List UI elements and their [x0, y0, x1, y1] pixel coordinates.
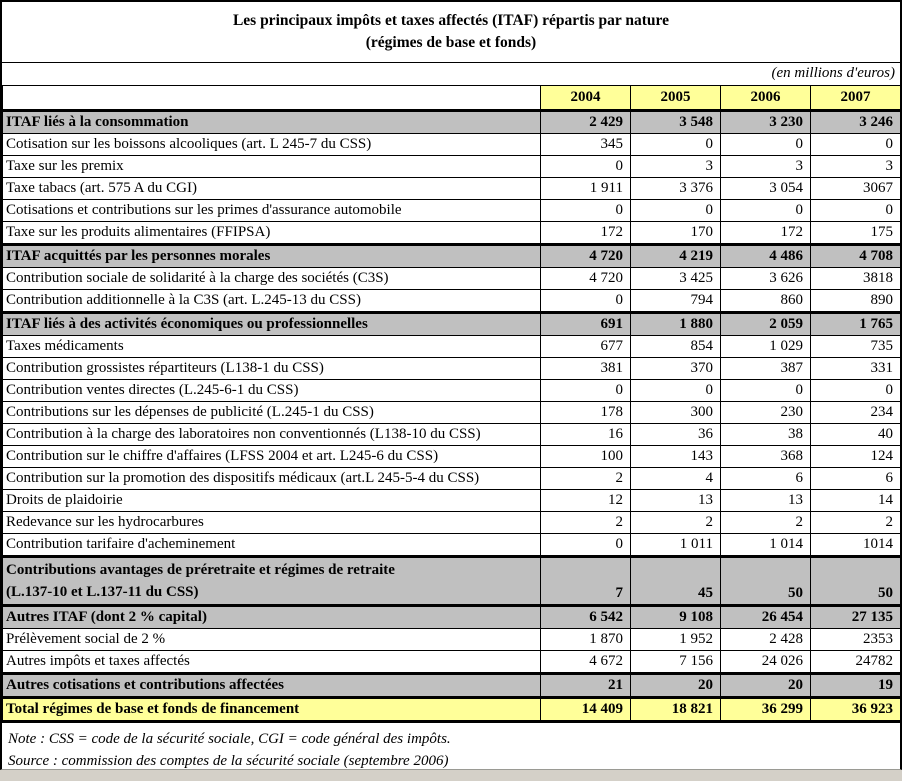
- unit-note: (en millions d'euros): [771, 65, 895, 81]
- row-label: Contribution grossistes répartiteurs (L138-1 du CSS): [3, 358, 541, 380]
- value-cell: 3067: [811, 178, 901, 200]
- value-cell: 794: [631, 290, 721, 313]
- row-label: Cotisation sur les boissons alcooliques (art. L 245-7 du CSS): [3, 134, 541, 156]
- value-cell: 4 720: [541, 245, 631, 268]
- value-cell: 1 911: [541, 178, 631, 200]
- row-label: Contribution sur la promotion des dispositifs médicaux (art.L 245-5-4 du CSS): [3, 468, 541, 490]
- value-cell: 2: [811, 512, 901, 534]
- document-title-line2: (régimes de base et fonds): [365, 34, 537, 51]
- value-cell: 6: [721, 468, 811, 490]
- value-cell: 0: [631, 200, 721, 222]
- value-cell: 14 409: [541, 698, 631, 722]
- value-cell: 3 246: [811, 111, 901, 134]
- year-column-header: 2007: [811, 86, 901, 111]
- value-cell: 7 156: [631, 651, 721, 674]
- row-label: Autres impôts et taxes affectés: [3, 651, 541, 674]
- value-cell: 36: [631, 424, 721, 446]
- value-cell: 0: [541, 156, 631, 178]
- corner-cell: [3, 86, 541, 111]
- year-header-row: [3, 86, 901, 111]
- value-cell: 2: [541, 468, 631, 490]
- value-cell: 50: [721, 557, 811, 606]
- table-row: [3, 268, 901, 290]
- row-label: Taxe tabacs (art. 575 A du CGI): [3, 178, 541, 200]
- value-cell: 1014: [811, 534, 901, 557]
- row-label: Taxes médicaments: [3, 336, 541, 358]
- value-cell: 143: [631, 446, 721, 468]
- value-cell: 1 765: [811, 313, 901, 336]
- value-cell: 1 011: [631, 534, 721, 557]
- table-row: [3, 651, 901, 674]
- row-label: Autres cotisations et contributions affectées: [3, 674, 541, 698]
- value-cell: 345: [541, 134, 631, 156]
- value-cell: 45: [631, 557, 721, 606]
- year-column-header: 2006: [721, 86, 811, 111]
- value-cell: 16: [541, 424, 631, 446]
- value-cell: 1 014: [721, 534, 811, 557]
- value-cell: 677: [541, 336, 631, 358]
- value-cell: 0: [721, 200, 811, 222]
- value-cell: 0: [721, 380, 811, 402]
- value-cell: 0: [541, 200, 631, 222]
- value-cell: 170: [631, 222, 721, 245]
- value-cell: 3818: [811, 268, 901, 290]
- row-label: Cotisations et contributions sur les primes d'assurance automobile: [3, 200, 541, 222]
- main-table: [2, 85, 901, 723]
- value-cell: 21: [541, 674, 631, 698]
- value-cell: 18 821: [631, 698, 721, 722]
- value-cell: 3: [811, 156, 901, 178]
- value-cell: 0: [541, 380, 631, 402]
- row-label: Contribution tarifaire d'acheminement: [3, 534, 541, 557]
- table-row: [3, 178, 901, 200]
- value-cell: 9 108: [631, 606, 721, 629]
- table-row: [3, 424, 901, 446]
- value-cell: 3 054: [721, 178, 811, 200]
- section-row: [3, 557, 901, 606]
- value-cell: 13: [721, 490, 811, 512]
- value-cell: 368: [721, 446, 811, 468]
- value-cell: 854: [631, 336, 721, 358]
- value-cell: 20: [631, 674, 721, 698]
- section-row: [3, 606, 901, 629]
- row-label: Taxe sur les premix: [3, 156, 541, 178]
- value-cell: 3 230: [721, 111, 811, 134]
- value-cell: 381: [541, 358, 631, 380]
- value-cell: 1 952: [631, 629, 721, 651]
- value-cell: 735: [811, 336, 901, 358]
- table-row: [3, 468, 901, 490]
- value-cell: 4 720: [541, 268, 631, 290]
- value-cell: 100: [541, 446, 631, 468]
- table-row: [3, 446, 901, 468]
- section-row: [3, 111, 901, 134]
- table-row: [3, 534, 901, 557]
- value-cell: 4 486: [721, 245, 811, 268]
- table-row: [3, 402, 901, 424]
- row-label: Contribution additionnelle à la C3S (art. L.245-13 du CSS): [3, 290, 541, 313]
- table-row: [3, 134, 901, 156]
- value-cell: 14: [811, 490, 901, 512]
- table-row: [3, 490, 901, 512]
- value-cell: 370: [631, 358, 721, 380]
- value-cell: 387: [721, 358, 811, 380]
- value-cell: 3 376: [631, 178, 721, 200]
- value-cell: 4 672: [541, 651, 631, 674]
- row-label: Contribution à la charge des laboratoires non conventionnés (L138-10 du CSS): [3, 424, 541, 446]
- value-cell: 175: [811, 222, 901, 245]
- source-line: Source : commission des comptes de la sécurité sociale (septembre 2006): [8, 753, 449, 769]
- row-label: Contributions avantages de préretraite et régimes de retraite (L.137-10 et L.137-11 du CSS): [3, 557, 541, 606]
- value-cell: 19: [811, 674, 901, 698]
- value-cell: 300: [631, 402, 721, 424]
- value-cell: 234: [811, 402, 901, 424]
- value-cell: 2: [541, 512, 631, 534]
- value-cell: 0: [721, 134, 811, 156]
- row-label: Redevance sur les hydrocarbures: [3, 512, 541, 534]
- value-cell: 2 429: [541, 111, 631, 134]
- window-background-strip: [0, 770, 902, 781]
- value-cell: 36 299: [721, 698, 811, 722]
- value-cell: 26 454: [721, 606, 811, 629]
- value-cell: 331: [811, 358, 901, 380]
- value-cell: 3 548: [631, 111, 721, 134]
- value-cell: 1 029: [721, 336, 811, 358]
- value-cell: 0: [811, 134, 901, 156]
- value-cell: 3 626: [721, 268, 811, 290]
- value-cell: 6 542: [541, 606, 631, 629]
- value-cell: 3 425: [631, 268, 721, 290]
- table-row: [3, 156, 901, 178]
- value-cell: 36 923: [811, 698, 901, 722]
- value-cell: 20: [721, 674, 811, 698]
- title-block: [2, 2, 900, 63]
- value-cell: 860: [721, 290, 811, 313]
- table-row: [3, 512, 901, 534]
- section-row: [3, 674, 901, 698]
- value-cell: 3: [721, 156, 811, 178]
- row-label: Droits de plaidoirie: [3, 490, 541, 512]
- value-cell: 172: [541, 222, 631, 245]
- value-cell: 0: [811, 200, 901, 222]
- row-label: Taxe sur les produits alimentaires (FFIPSA): [3, 222, 541, 245]
- table-row: [3, 629, 901, 651]
- value-cell: 2: [721, 512, 811, 534]
- row-label: Contribution ventes directes (L.245-6-1 du CSS): [3, 380, 541, 402]
- value-cell: 3: [631, 156, 721, 178]
- total-row: [3, 698, 901, 722]
- value-cell: 2 428: [721, 629, 811, 651]
- year-column-header: 2004: [541, 86, 631, 111]
- value-cell: 230: [721, 402, 811, 424]
- value-cell: 124: [811, 446, 901, 468]
- value-cell: 2 059: [721, 313, 811, 336]
- value-cell: 6: [811, 468, 901, 490]
- row-label: Contribution sociale de solidarité à la charge des sociétés (C3S): [3, 268, 541, 290]
- row-label: Contributions sur les dépenses de publicité (L.245-1 du CSS): [3, 402, 541, 424]
- row-label: ITAF liés à des activités économiques ou professionnelles: [3, 313, 541, 336]
- row-label: ITAF liés à la consommation: [3, 111, 541, 134]
- table-row: [3, 222, 901, 245]
- value-cell: 691: [541, 313, 631, 336]
- value-cell: 4 219: [631, 245, 721, 268]
- value-cell: 4: [631, 468, 721, 490]
- table-row: [3, 380, 901, 402]
- value-cell: 13: [631, 490, 721, 512]
- row-label: Prélèvement social de 2 %: [3, 629, 541, 651]
- value-cell: 0: [541, 290, 631, 313]
- year-column-header: 2005: [631, 86, 721, 111]
- value-cell: 50: [811, 557, 901, 606]
- table-body: [3, 111, 901, 722]
- row-label: ITAF acquittés par les personnes morales: [3, 245, 541, 268]
- note-line: Note : CSS = code de la sécurité sociale, CGI = code général des impôts.: [8, 731, 451, 747]
- value-cell: 172: [721, 222, 811, 245]
- value-cell: 40: [811, 424, 901, 446]
- value-cell: 2353: [811, 629, 901, 651]
- table-row: [3, 358, 901, 380]
- section-row: [3, 245, 901, 268]
- row-label: Total régimes de base et fonds de financement: [3, 698, 541, 722]
- value-cell: 27 135: [811, 606, 901, 629]
- value-cell: 0: [631, 380, 721, 402]
- value-cell: 1 870: [541, 629, 631, 651]
- footnotes: [2, 723, 900, 770]
- value-cell: 38: [721, 424, 811, 446]
- value-cell: 4 708: [811, 245, 901, 268]
- value-cell: 0: [631, 134, 721, 156]
- row-label: Autres ITAF (dont 2 % capital): [3, 606, 541, 629]
- value-cell: 12: [541, 490, 631, 512]
- value-cell: 0: [811, 380, 901, 402]
- value-cell: 7: [541, 557, 631, 606]
- value-cell: 2: [631, 512, 721, 534]
- row-label: Contribution sur le chiffre d'affaires (LFSS 2004 et art. L245-6 du CSS): [3, 446, 541, 468]
- table-row: [3, 290, 901, 313]
- value-cell: 24 026: [721, 651, 811, 674]
- document-title-line1: Les principaux impôts et taxes affectés (ITAF) répartis par nature: [232, 12, 670, 29]
- value-cell: 0: [541, 534, 631, 557]
- value-cell: 1 880: [631, 313, 721, 336]
- section-row: [3, 313, 901, 336]
- value-cell: 178: [541, 402, 631, 424]
- value-cell: 24782: [811, 651, 901, 674]
- table-row: [3, 336, 901, 358]
- value-cell: 890: [811, 290, 901, 313]
- table-row: [3, 200, 901, 222]
